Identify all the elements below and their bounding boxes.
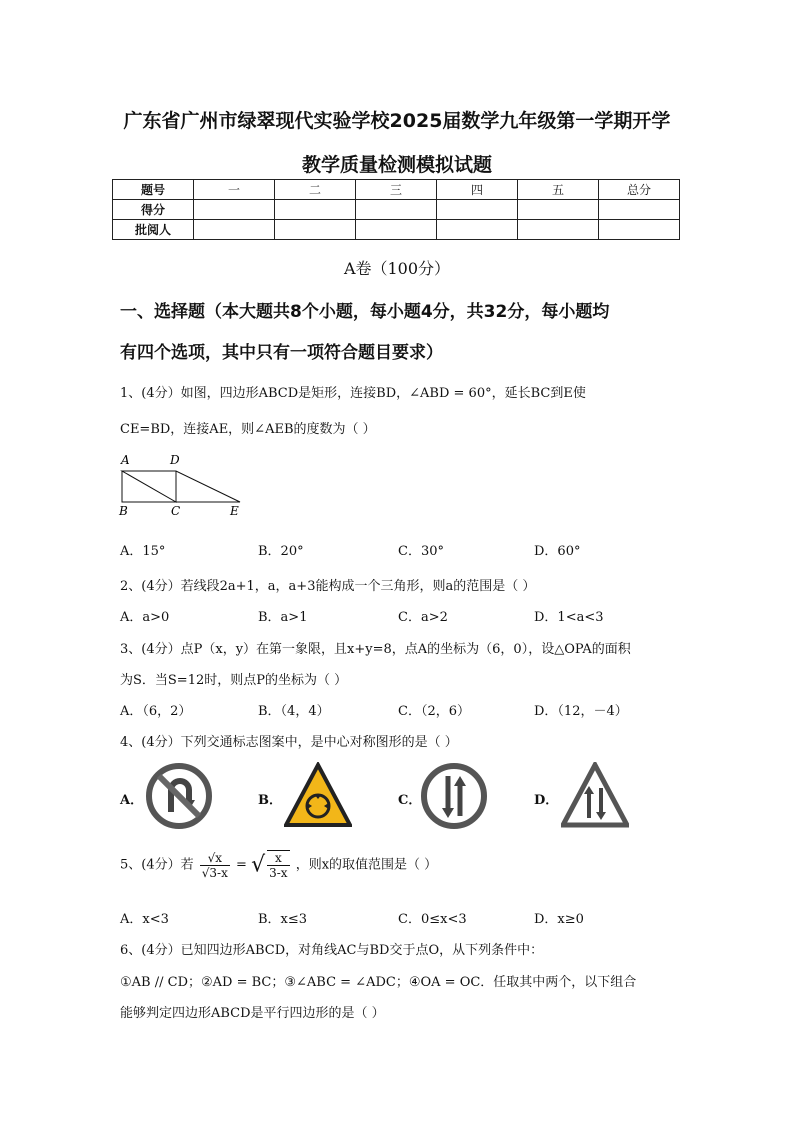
q5-equals: = [236,857,247,873]
score-cell[interactable] [356,200,437,220]
section1-heading-line2: 有四个选项，其中只有一项符合题目要求） [120,343,443,363]
q5-option-c[interactable]: C．0≤x<3 [398,912,467,927]
exam-title-line2: 教学质量检测模拟试题 [301,154,492,176]
q5-rhs-denominator: 3-x [269,866,288,880]
q5-option-b[interactable]: B．x≤3 [258,912,308,927]
no-straight-ahead-sign-icon[interactable] [420,762,488,830]
section1-heading-line1: 一、选择题（本大题共8个小题，每小题4分，共32分，每小题均 [120,302,610,322]
q2-option-b[interactable]: B．a>1 [258,610,308,625]
reviewer-cell[interactable] [275,220,356,240]
q5-option-a[interactable]: A．x<3 [120,912,169,927]
no-u-turn-sign-icon[interactable] [145,762,213,830]
reviewer-cell[interactable] [599,220,680,240]
q3-option-b[interactable]: B．（4，4） [258,704,330,719]
q6-text-line1: 6、(4分）已知四边形ABCD，对角线AC与BD交于点O，从下列条件中： [120,943,544,958]
q3-option-a[interactable]: A．（6，2） [120,704,192,719]
q3-text-line1: 3、(4分）点P（x，y）在第一象限，且x+y=8，点A的坐标为（6，0），设△OPA的面积 [120,642,631,657]
reviewer-cell[interactable] [518,220,599,240]
reviewer-row [113,220,680,240]
q2-option-d[interactable]: D．1<a<3 [534,610,604,625]
q3-text-line2: 为S．当S=12时，则点P的坐标为（ ） [120,673,348,688]
q4-option-b-label[interactable]: B． [258,793,282,808]
score-row [113,200,680,220]
q1-label-E: E [230,504,239,518]
q1-text-line2: CE=BD，连接AE，则∠AEB的度数为（ ） [120,422,376,437]
reviewer-cell[interactable] [356,220,437,240]
q5-rhs-fraction [267,850,289,880]
score-cell[interactable] [599,200,680,220]
q3-option-d[interactable]: D．（12，－4） [534,704,628,719]
score-header-cell: 题号 [113,180,194,200]
volume-label: A卷（100分） [343,259,451,278]
q3-option-c[interactable]: C．（2，6） [398,704,470,719]
score-header-cell: 二 [275,180,356,200]
reviewer-cell[interactable] [437,220,518,240]
score-header-cell: 总分 [599,180,680,200]
q1-label-C: C [171,504,181,518]
q6-text-line2: ①AB // CD；②AD = BC；③∠ABC = ∠ADC；④OA = OC．任取其中两个，以下组合 [120,975,637,990]
score-header-cell: 一 [194,180,275,200]
q5-lhs-denominator: √3-x [201,865,228,880]
two-way-traffic-sign-icon[interactable] [561,762,629,830]
q1-rectangle-figure [115,452,250,518]
roundabout-warning-sign-icon[interactable] [284,762,352,830]
reviewer-cell[interactable] [194,220,275,240]
score-cell[interactable] [194,200,275,220]
q4-option-c-label[interactable]: C． [398,793,422,808]
score-table-header-row [113,180,680,200]
score-header-cell: 三 [356,180,437,200]
q1-option-a[interactable]: A．15° [120,544,166,559]
q2-option-c[interactable]: C．a>2 [398,610,448,625]
score-table [112,179,680,240]
q2-text: 2、(4分）若线段2a+1，a，a+3能构成一个三角形，则a的范围是（ ） [120,579,536,594]
score-cell[interactable] [275,200,356,220]
exam-title-line1: 广东省广州市绿翠现代实验学校2025届数学九年级第一学期开学 [123,110,671,132]
q4-option-a-label[interactable]: A． [120,793,144,808]
score-cell[interactable] [437,200,518,220]
reviewer-row-label: 批阅人 [113,220,194,240]
q2-option-a[interactable]: A．a>0 [120,610,170,625]
q5-suffix: ，则x的取值范围是（ ） [295,857,438,873]
q1-figure-lines [122,471,240,502]
score-cell[interactable] [518,200,599,220]
q4-option-d-label[interactable]: D． [534,793,559,808]
q5-text: 5、(4分）若 $\frac{√x}{√3-x}$ = √ $\frac{x}{3-x}$ ，则x的取值范围是（ ） [120,850,438,880]
q5-option-d[interactable]: D．x≥0 [534,912,584,927]
score-header-cell: 四 [437,180,518,200]
score-header-cell: 五 [518,180,599,200]
q1-label-A: A [121,453,130,467]
q1-option-b[interactable]: B．20° [258,544,304,559]
q4-text: 4、(4分）下列交通标志图案中，是中心对称图形的是（ ） [120,735,458,750]
q1-label-B: B [119,504,128,518]
q6-text-line3: 能够判定四边形ABCD是平行四边形的是（ ） [120,1006,385,1021]
q1-option-d[interactable]: D．60° [534,544,581,559]
q1-text-line1: 1、(4分）如图，四边形ABCD是矩形，连接BD，∠ABD = 60°，延长BC到E使 [120,386,586,401]
q5-rhs-numerator: x [267,851,289,866]
q5-lhs-fraction [200,851,230,880]
q1-option-c[interactable]: C．30° [398,544,444,559]
q1-label-D: D [170,453,180,467]
q5-prefix: 5、(4分）若 [120,857,194,873]
q5-lhs-numerator: √x [200,851,230,866]
score-row-label: 得分 [113,200,194,220]
